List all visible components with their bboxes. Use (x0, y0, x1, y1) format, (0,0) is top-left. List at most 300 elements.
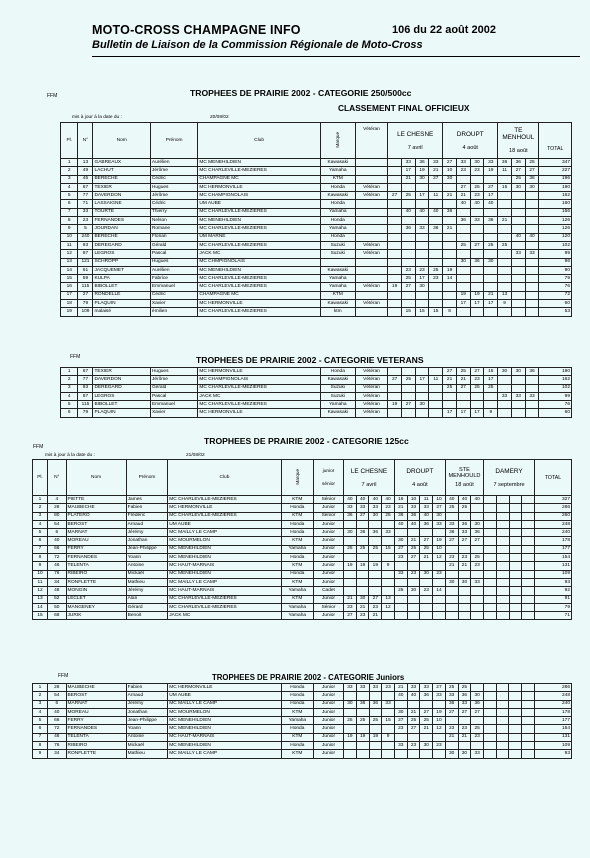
total-cell: 53 (539, 308, 572, 316)
score-cell (356, 708, 369, 716)
table-row (33, 512, 572, 520)
event-ste-menhould: STE MENHOULD 18 août (445, 460, 483, 496)
firstname-cell: Emmanuel (150, 401, 197, 409)
score-cell (445, 742, 458, 750)
score-cell: 36 (429, 225, 443, 233)
firstname-cell: Arnaud (126, 520, 168, 528)
score-cell: 33 (456, 159, 470, 167)
col-prenom: Prénom (126, 460, 168, 496)
score-cell: 33 (420, 684, 433, 692)
rank-cell: 8 (33, 554, 48, 562)
score-cell: 25 (420, 545, 433, 553)
score-cell (456, 392, 470, 400)
score-cell: 19 (344, 733, 357, 741)
score-cell: 36 (356, 700, 369, 708)
table-row (61, 275, 572, 283)
score-cell: 33 (511, 392, 525, 400)
score-cell (369, 578, 382, 586)
score-cell (525, 308, 539, 316)
rank-cell: 5 (61, 401, 78, 409)
category-cell: Junior (314, 733, 344, 741)
score-cell (456, 401, 470, 409)
score-cell: 27 (470, 241, 484, 249)
name-cell: BIBOLLET (93, 401, 150, 409)
score-cell (356, 692, 369, 700)
score-cell (388, 250, 402, 258)
club-cell: MC HERMONVILLE (198, 300, 320, 308)
score-cell (344, 725, 357, 733)
score-cell: 21 (456, 192, 470, 200)
name-cell: BIBOLLET (93, 283, 150, 291)
rank-cell: 19 (61, 308, 78, 316)
score-cell (522, 578, 535, 586)
club-cell: UM AUBE (168, 520, 281, 528)
score-cell (382, 554, 395, 562)
table-row (33, 537, 572, 545)
name-cell: TEXIER (93, 368, 150, 376)
score-cell: 33 (369, 504, 382, 512)
score-cell (498, 376, 512, 384)
total-cell: 72 (539, 291, 572, 299)
score-cell: 33 (484, 159, 498, 167)
score-cell: 30 (356, 595, 369, 603)
brand-cell: Honda (320, 200, 355, 208)
rank-cell: 4 (61, 392, 78, 400)
score-cell (522, 496, 535, 504)
score-cell (470, 233, 484, 241)
score-cell: 36 (407, 512, 420, 520)
score-cell (483, 750, 496, 758)
rank-cell: 9 (33, 750, 48, 758)
score-cell (458, 603, 471, 611)
brand-cell: Kawasaki (320, 409, 355, 417)
score-cell: 21 (429, 167, 443, 175)
score-cell: 33 (382, 529, 395, 537)
number-cell: 66 (48, 545, 67, 553)
club-cell: MC MOURMELON (168, 537, 281, 545)
number-cell: 5 (78, 225, 93, 233)
score-cell: 40 (356, 496, 369, 504)
score-cell: 33 (433, 520, 446, 528)
score-cell (429, 241, 443, 249)
score-cell: 19 (369, 562, 382, 570)
name-cell: FERNANDES (93, 217, 150, 225)
score-cell: 25 (471, 554, 484, 562)
total-cell: 93 (534, 578, 571, 586)
score-cell (369, 537, 382, 545)
score-cell (388, 233, 402, 241)
name-cell: BEROST (66, 692, 126, 700)
score-cell: 36 (356, 529, 369, 537)
number-cell: 77 (78, 192, 93, 200)
veteran-cell: Vétéran (355, 384, 387, 392)
brand-cell: Honda (281, 520, 313, 528)
rank-cell: 4 (33, 708, 48, 716)
score-cell: 33 (525, 250, 539, 258)
score-cell (509, 717, 522, 725)
score-cell: 19 (356, 562, 369, 570)
score-cell (511, 241, 525, 249)
table-row (61, 225, 572, 233)
club-cell: MC CHARLEVILLE-MEZIERES (198, 241, 320, 249)
score-cell: 21 (420, 554, 433, 562)
score-cell: 40 (344, 496, 357, 504)
veteran-cell (355, 308, 387, 316)
score-cell (388, 241, 402, 249)
name-cell: FERNANDES (66, 554, 126, 562)
total-cell: 160 (539, 200, 572, 208)
score-cell (458, 742, 471, 750)
brand-cell: KTM (320, 291, 355, 299)
club-cell: MC MAILLY LE CAMP (168, 750, 281, 758)
score-cell: 25 (356, 717, 369, 725)
score-cell: 33 (458, 529, 471, 537)
bulletin-subtitle: Bulletin de Liaison de la Commission Régionale de Moto-Cross (92, 39, 423, 51)
score-cell (407, 612, 420, 620)
veteran-cell (355, 233, 387, 241)
score-cell: 30 (407, 587, 420, 595)
event-ste-menhould: TE MENHOUL 18 août (498, 123, 539, 159)
score-cell (443, 401, 457, 409)
veteran-cell (355, 275, 387, 283)
brand-cell: Yamaha (281, 587, 313, 595)
total-cell: 286 (534, 684, 571, 692)
score-cell (471, 545, 484, 553)
club-cell: MC MAILLY LE CAMP (168, 700, 281, 708)
score-cell (388, 208, 402, 216)
category-cell: Junior (313, 562, 343, 570)
score-cell: 17 (443, 409, 457, 417)
table-row (61, 392, 572, 400)
rank-cell: 6 (61, 409, 78, 417)
score-cell: 30 (420, 570, 433, 578)
total-cell: 92 (534, 587, 571, 595)
score-cell (471, 684, 484, 692)
club-cell: UM AUBE (168, 692, 281, 700)
table-row (33, 684, 572, 692)
total-cell: 90 (539, 266, 572, 274)
ffm-label-4: FFM (58, 673, 69, 679)
score-cell (470, 275, 484, 283)
col-club: Club (168, 460, 281, 496)
number-cell: 67 (78, 368, 93, 376)
score-cell (429, 283, 443, 291)
score-cell: 19 (388, 401, 402, 409)
score-cell (420, 733, 433, 741)
club-cell: MC HAUT-MARNAIS (168, 587, 281, 595)
score-cell: 40 (401, 208, 415, 216)
table-row (61, 250, 572, 258)
category-cell: Junior (314, 725, 344, 733)
score-cell (496, 529, 509, 537)
score-cell: 27 (394, 717, 407, 725)
firstname-cell: Cédric (150, 175, 197, 183)
total-cell: 240 (534, 700, 571, 708)
club-cell: MC HERMONVILLE (198, 183, 320, 191)
score-cell (483, 692, 496, 700)
score-cell (498, 384, 512, 392)
score-cell (484, 401, 498, 409)
score-cell: 40 (407, 692, 420, 700)
rank-cell: 12 (61, 250, 78, 258)
score-cell: 36 (443, 208, 457, 216)
score-cell: 23 (382, 504, 395, 512)
score-cell: 23 (394, 554, 407, 562)
number-cell: 4 (48, 496, 67, 504)
score-cell (525, 401, 539, 409)
table-row (61, 200, 572, 208)
score-cell: 33 (401, 159, 415, 167)
brand-cell: Kawasaki (320, 300, 355, 308)
number-cell: 66 (48, 717, 67, 725)
score-cell (470, 208, 484, 216)
total-cell: 91 (534, 595, 571, 603)
score-cell (509, 708, 522, 716)
score-cell (483, 708, 496, 716)
category-cell: Sénior (313, 512, 343, 520)
score-cell: 14 (433, 587, 446, 595)
score-cell: 33 (433, 692, 446, 700)
score-cell (511, 291, 525, 299)
score-cell: 21 (443, 192, 457, 200)
score-cell (388, 384, 402, 392)
score-cell (509, 512, 522, 520)
score-cell: 33 (429, 159, 443, 167)
number-cell: 33 (78, 208, 93, 216)
score-cell (498, 225, 512, 233)
score-cell: 15 (429, 308, 443, 316)
name-cell: MAUBECHE (66, 684, 126, 692)
brand-cell: Yamaha (320, 167, 355, 175)
number-cell: 23 (78, 217, 93, 225)
brand-cell: Suzuki (320, 241, 355, 249)
total-cell: 327 (534, 496, 571, 504)
col-club: Club (198, 123, 320, 159)
score-cell: 25 (344, 545, 357, 553)
score-cell (382, 570, 395, 578)
score-cell: 21 (344, 595, 357, 603)
score-cell: 36 (394, 512, 407, 520)
firstname-cell: Frédéric (126, 512, 168, 520)
veteran-cell (355, 167, 387, 175)
category-cell: Junior (314, 742, 344, 750)
club-cell: MC CHARLEVILLE-MEZIERES (198, 283, 320, 291)
brand-cell: Yamaha (281, 603, 313, 611)
score-cell: 30 (445, 578, 458, 586)
firstname-cell: Jérémy (126, 529, 168, 537)
name-cell: BERECHE (93, 175, 150, 183)
score-cell (445, 587, 458, 595)
club-cell: MC CHAMPIGNOLAIS (198, 376, 320, 384)
score-cell (522, 742, 535, 750)
score-cell: 30 (420, 742, 433, 750)
score-cell: 21 (443, 376, 457, 384)
table-row (61, 183, 572, 191)
score-cell: 30 (344, 529, 357, 537)
score-cell (470, 401, 484, 409)
score-cell (433, 578, 446, 586)
score-cell (356, 520, 369, 528)
score-cell (509, 578, 522, 586)
score-cell: 27 (458, 708, 471, 716)
score-cell (498, 409, 512, 417)
score-cell (496, 692, 509, 700)
score-cell (522, 570, 535, 578)
score-cell (525, 291, 539, 299)
name-cell: DEREGARD (93, 241, 150, 249)
score-cell (484, 496, 497, 504)
score-cell (344, 750, 357, 758)
score-cell: 11 (429, 192, 443, 200)
score-cell (415, 241, 429, 249)
brand-cell: Suzuki (320, 392, 355, 400)
score-cell (522, 684, 535, 692)
score-cell: 25 (429, 266, 443, 274)
score-cell (388, 159, 402, 167)
score-cell (522, 562, 535, 570)
score-cell (388, 308, 402, 316)
category-cell: Junior (314, 684, 344, 692)
score-cell (443, 283, 457, 291)
score-cell (484, 545, 497, 553)
score-cell (522, 603, 535, 611)
rank-cell: 2 (33, 504, 48, 512)
score-cell (498, 266, 512, 274)
score-cell (484, 578, 497, 586)
score-cell (484, 537, 497, 545)
score-cell (420, 750, 433, 758)
score-cell (429, 368, 443, 376)
table-row (33, 554, 572, 562)
score-cell (369, 750, 382, 758)
name-cell: KULPA (93, 275, 150, 283)
brand-cell: Kawasaki (320, 266, 355, 274)
score-cell (458, 612, 471, 620)
score-cell (443, 291, 457, 299)
score-cell: 15 (415, 308, 429, 316)
score-cell: 33 (415, 225, 429, 233)
number-cell: 34 (48, 578, 67, 586)
rank-cell: 6 (61, 200, 78, 208)
club-cell: MC HAUT-MARNAIS (168, 733, 281, 741)
score-cell: 23 (420, 587, 433, 595)
score-cell (484, 587, 497, 595)
score-cell: 21 (401, 175, 415, 183)
score-cell (522, 725, 535, 733)
score-cell (456, 283, 470, 291)
category-cell: Sénior (313, 496, 343, 504)
event-droupt: DROUPT 4 août (394, 460, 445, 496)
score-cell (429, 409, 443, 417)
brand-cell: Kawasaki (320, 159, 355, 167)
number-cell: 28 (48, 504, 67, 512)
table-row (33, 708, 572, 716)
score-cell: 30 (458, 750, 471, 758)
score-cell (496, 717, 509, 725)
score-cell: 40 (429, 208, 443, 216)
score-cell (344, 520, 357, 528)
score-cell (470, 266, 484, 274)
number-cell: 40 (48, 537, 67, 545)
name-cell: RIBEIRO (66, 742, 126, 750)
name-cell: TELENTA (66, 562, 126, 570)
score-cell (498, 401, 512, 409)
name-cell: MOREAU (66, 708, 126, 716)
brand-cell: Yamaha (320, 208, 355, 216)
score-cell (522, 545, 535, 553)
rank-cell: 13 (33, 595, 48, 603)
number-cell: 68 (48, 612, 67, 620)
update-date-3: 21/08/02 (186, 453, 205, 458)
score-cell: 21 (456, 376, 470, 384)
score-cell: 21 (394, 684, 407, 692)
score-cell (356, 742, 369, 750)
score-cell (388, 409, 402, 417)
score-cell (498, 283, 512, 291)
event-damery: DAMERY 7 septembre (484, 460, 535, 496)
club-cell: MC CHARLEVILLE-MEZIERES (198, 167, 320, 175)
score-cell: 30 (458, 578, 471, 586)
score-cell: 12 (382, 603, 395, 611)
total-cell: 71 (534, 612, 571, 620)
brand-cell: Honda (281, 684, 313, 692)
table-row (33, 545, 572, 553)
score-cell (509, 496, 522, 504)
score-cell: 30 (433, 512, 446, 520)
brand-cell: Yamaha (320, 401, 355, 409)
score-cell: 23 (471, 733, 484, 741)
bulletin-date: 106 du 22 août 2002 (392, 24, 496, 36)
score-cell (496, 504, 509, 512)
firstname-cell: Jonathan (126, 537, 168, 545)
score-cell (496, 603, 509, 611)
category-cell: Junior (313, 570, 343, 578)
score-cell (433, 562, 446, 570)
firstname-cell: Cédric (150, 291, 197, 299)
score-cell (525, 283, 539, 291)
score-cell (511, 275, 525, 283)
score-cell: 12 (433, 725, 446, 733)
score-cell (433, 733, 446, 741)
total-cell: 60 (539, 409, 572, 417)
ffm-label-3: FFM (33, 444, 44, 450)
score-cell (470, 225, 484, 233)
score-cell (496, 545, 509, 553)
brand-cell: KTM (281, 562, 313, 570)
category-cell: Junior (313, 578, 343, 586)
brand-cell: Honda (320, 183, 355, 191)
firstname-cell: Aurélien (150, 266, 197, 274)
score-cell: 27 (433, 504, 446, 512)
number-cell: 93 (78, 241, 93, 249)
score-cell: 19 (388, 283, 402, 291)
rank-cell: 10 (61, 233, 78, 241)
score-cell (522, 717, 535, 725)
score-cell: 40 (471, 496, 484, 504)
total-cell: 154 (534, 554, 571, 562)
firstname-cell: James (126, 496, 168, 504)
score-cell (344, 537, 357, 545)
score-cell (484, 520, 497, 528)
update-label-1: mis à jour à la date du : (72, 115, 122, 120)
table-row (61, 308, 572, 316)
score-cell: 25 (458, 504, 471, 512)
score-cell (509, 529, 522, 537)
score-cell: 10 (433, 496, 446, 504)
score-cell (388, 368, 402, 376)
score-cell: 19 (415, 167, 429, 175)
score-cell (443, 250, 457, 258)
